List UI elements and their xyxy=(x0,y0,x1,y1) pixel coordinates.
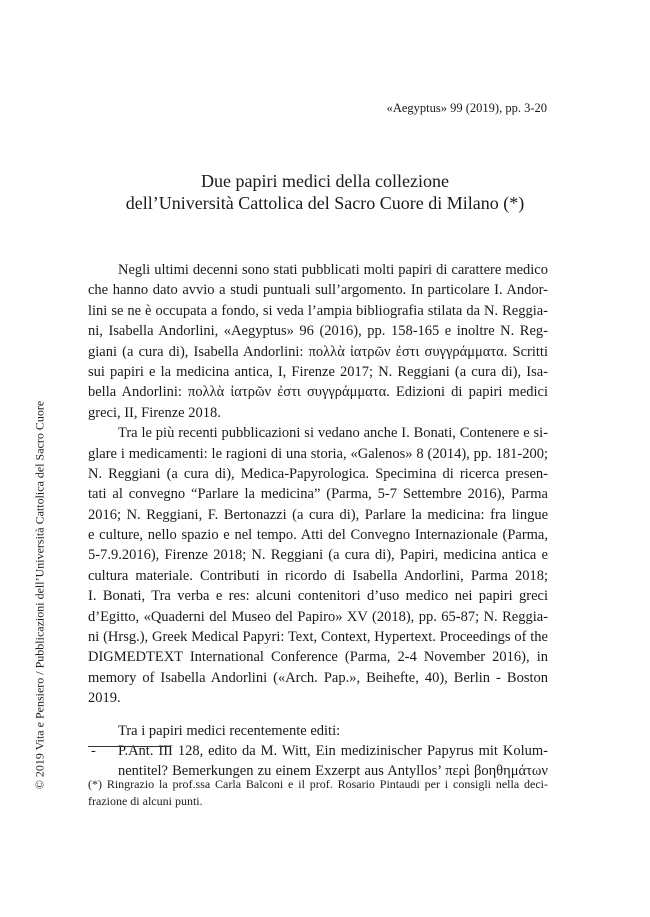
body-line: 5-7.9.2016), Firenze 2018; N. Reggiani (a cura di), Papiri, medicina antica e xyxy=(88,547,548,564)
body-line: glare i medicamenti: le ragioni di una storia, «Galenos» 8 (2014), pp. 181-200; xyxy=(88,445,548,462)
article-body xyxy=(88,260,548,782)
body-line: Negli ultimi decenni sono stati pubblicati molti papiri di carattere medico xyxy=(118,262,548,278)
body-line: giani (a cura di), Isabella Andorlini: πολλὰ ἰατρῶν ἐστι συγγράμματα. Scritti xyxy=(88,343,548,360)
body-line: DIGMEDTEXT International Conference (Parma, 2-4 November 2016), in xyxy=(88,649,548,666)
body-line: cultura materiale. Contributi in ricordo di Isabella Andorlini, Parma 2018; xyxy=(88,567,548,584)
article-title xyxy=(0,170,650,214)
copyright-text: © 2019 Vita e Pensiero / Pubblicazioni dell’Università Cattolica del Sacro Cuore xyxy=(32,400,47,790)
body-line: d’Egitto, «Quaderni del Museo del Papiro» XV (2018), pp. 65-87; N. Reggia- xyxy=(88,608,548,625)
body-line: 2016; N. Reggiani, F. Bertonazzi (a cura di), Parlare la medicina: fra lingue xyxy=(88,506,548,523)
footnote-line: (*) Ringrazio la prof.ssa Carla Balconi e il prof. Rosario Pintaudi per i consigli nella deci- xyxy=(88,777,548,791)
body-line: lini se ne è occupata a fondo, si veda l’ampia bibliografia stilata da N. Reggia- xyxy=(88,302,548,319)
body-line: I. Bonati, Tra verba e res: alcuni contenitori d’uso medico nei papiri greci xyxy=(88,588,548,605)
body-line: nentitel? Bemerkungen zu einem Exzerpt aus Antyllos’ περὶ βοηθημάτων xyxy=(118,763,548,780)
title-line-1: Due papiri medici della collezione xyxy=(201,171,449,191)
body-line: tati al convegno “Parlare la medicina” (Parma, 5-7 Settembre 2016), Parma xyxy=(88,486,548,503)
footnote-separator xyxy=(88,746,170,747)
footnote-line: frazione di alcuni punti. xyxy=(88,794,203,808)
body-line: bella Andorlini: πολλὰ ἰατρῶν ἐστι συγγράμματα. Edizioni di papiri medici xyxy=(88,384,548,401)
body-line: Tra i papiri medici recentemente editi: xyxy=(118,722,341,739)
body-line: sui papiri e la medicina antica, I, Firenze 2017; N. Reggiani (a cura di), Isa- xyxy=(88,363,548,380)
title-line-2: dell’Università Cattolica del Sacro Cuore di Milano (*) xyxy=(125,193,525,213)
journal-citation: «Aegyptus» 99 (2019), pp. 3-20 xyxy=(386,101,547,115)
paragraph-gap xyxy=(88,709,548,721)
body-line: greci, II, Firenze 2018. xyxy=(88,404,221,421)
body-line: che hanno dato avvio a studi puntuali sull’argomento. In particolare I. Andor- xyxy=(88,282,548,299)
body-line: Tra le più recenti pubblicazioni si vedano anche I. Bonati, Contenere e si- xyxy=(118,425,548,442)
body-line: e culture, nello spazio e nel tempo. Atti del Convegno Internazionale (Parma, xyxy=(88,527,548,544)
footnote xyxy=(88,776,548,810)
body-line: memory of Isabella Andorlini («Arch. Pap.», Beihefte, 40), Berlin - Boston xyxy=(88,669,548,686)
body-line: 2019. xyxy=(88,690,121,707)
copyright-sidebar xyxy=(30,400,50,790)
body-line: ni (Hrsg.), Greek Medical Papyri: Text, Context, Hypertext. Proceedings of the xyxy=(88,629,548,646)
body-line: - P.Ant. III 128, edito da M. Witt, Ein medizinischer Papyrus mit Kolum- xyxy=(88,741,548,761)
body-line: N. Reggiani (a cura di), Medica-Papyrologica. Specimina di ricerca presen- xyxy=(88,465,548,482)
body-line: ni, Isabella Andorlini, «Aegyptus» 96 (2016), pp. 158-165 e inoltre N. Reg- xyxy=(88,323,548,340)
